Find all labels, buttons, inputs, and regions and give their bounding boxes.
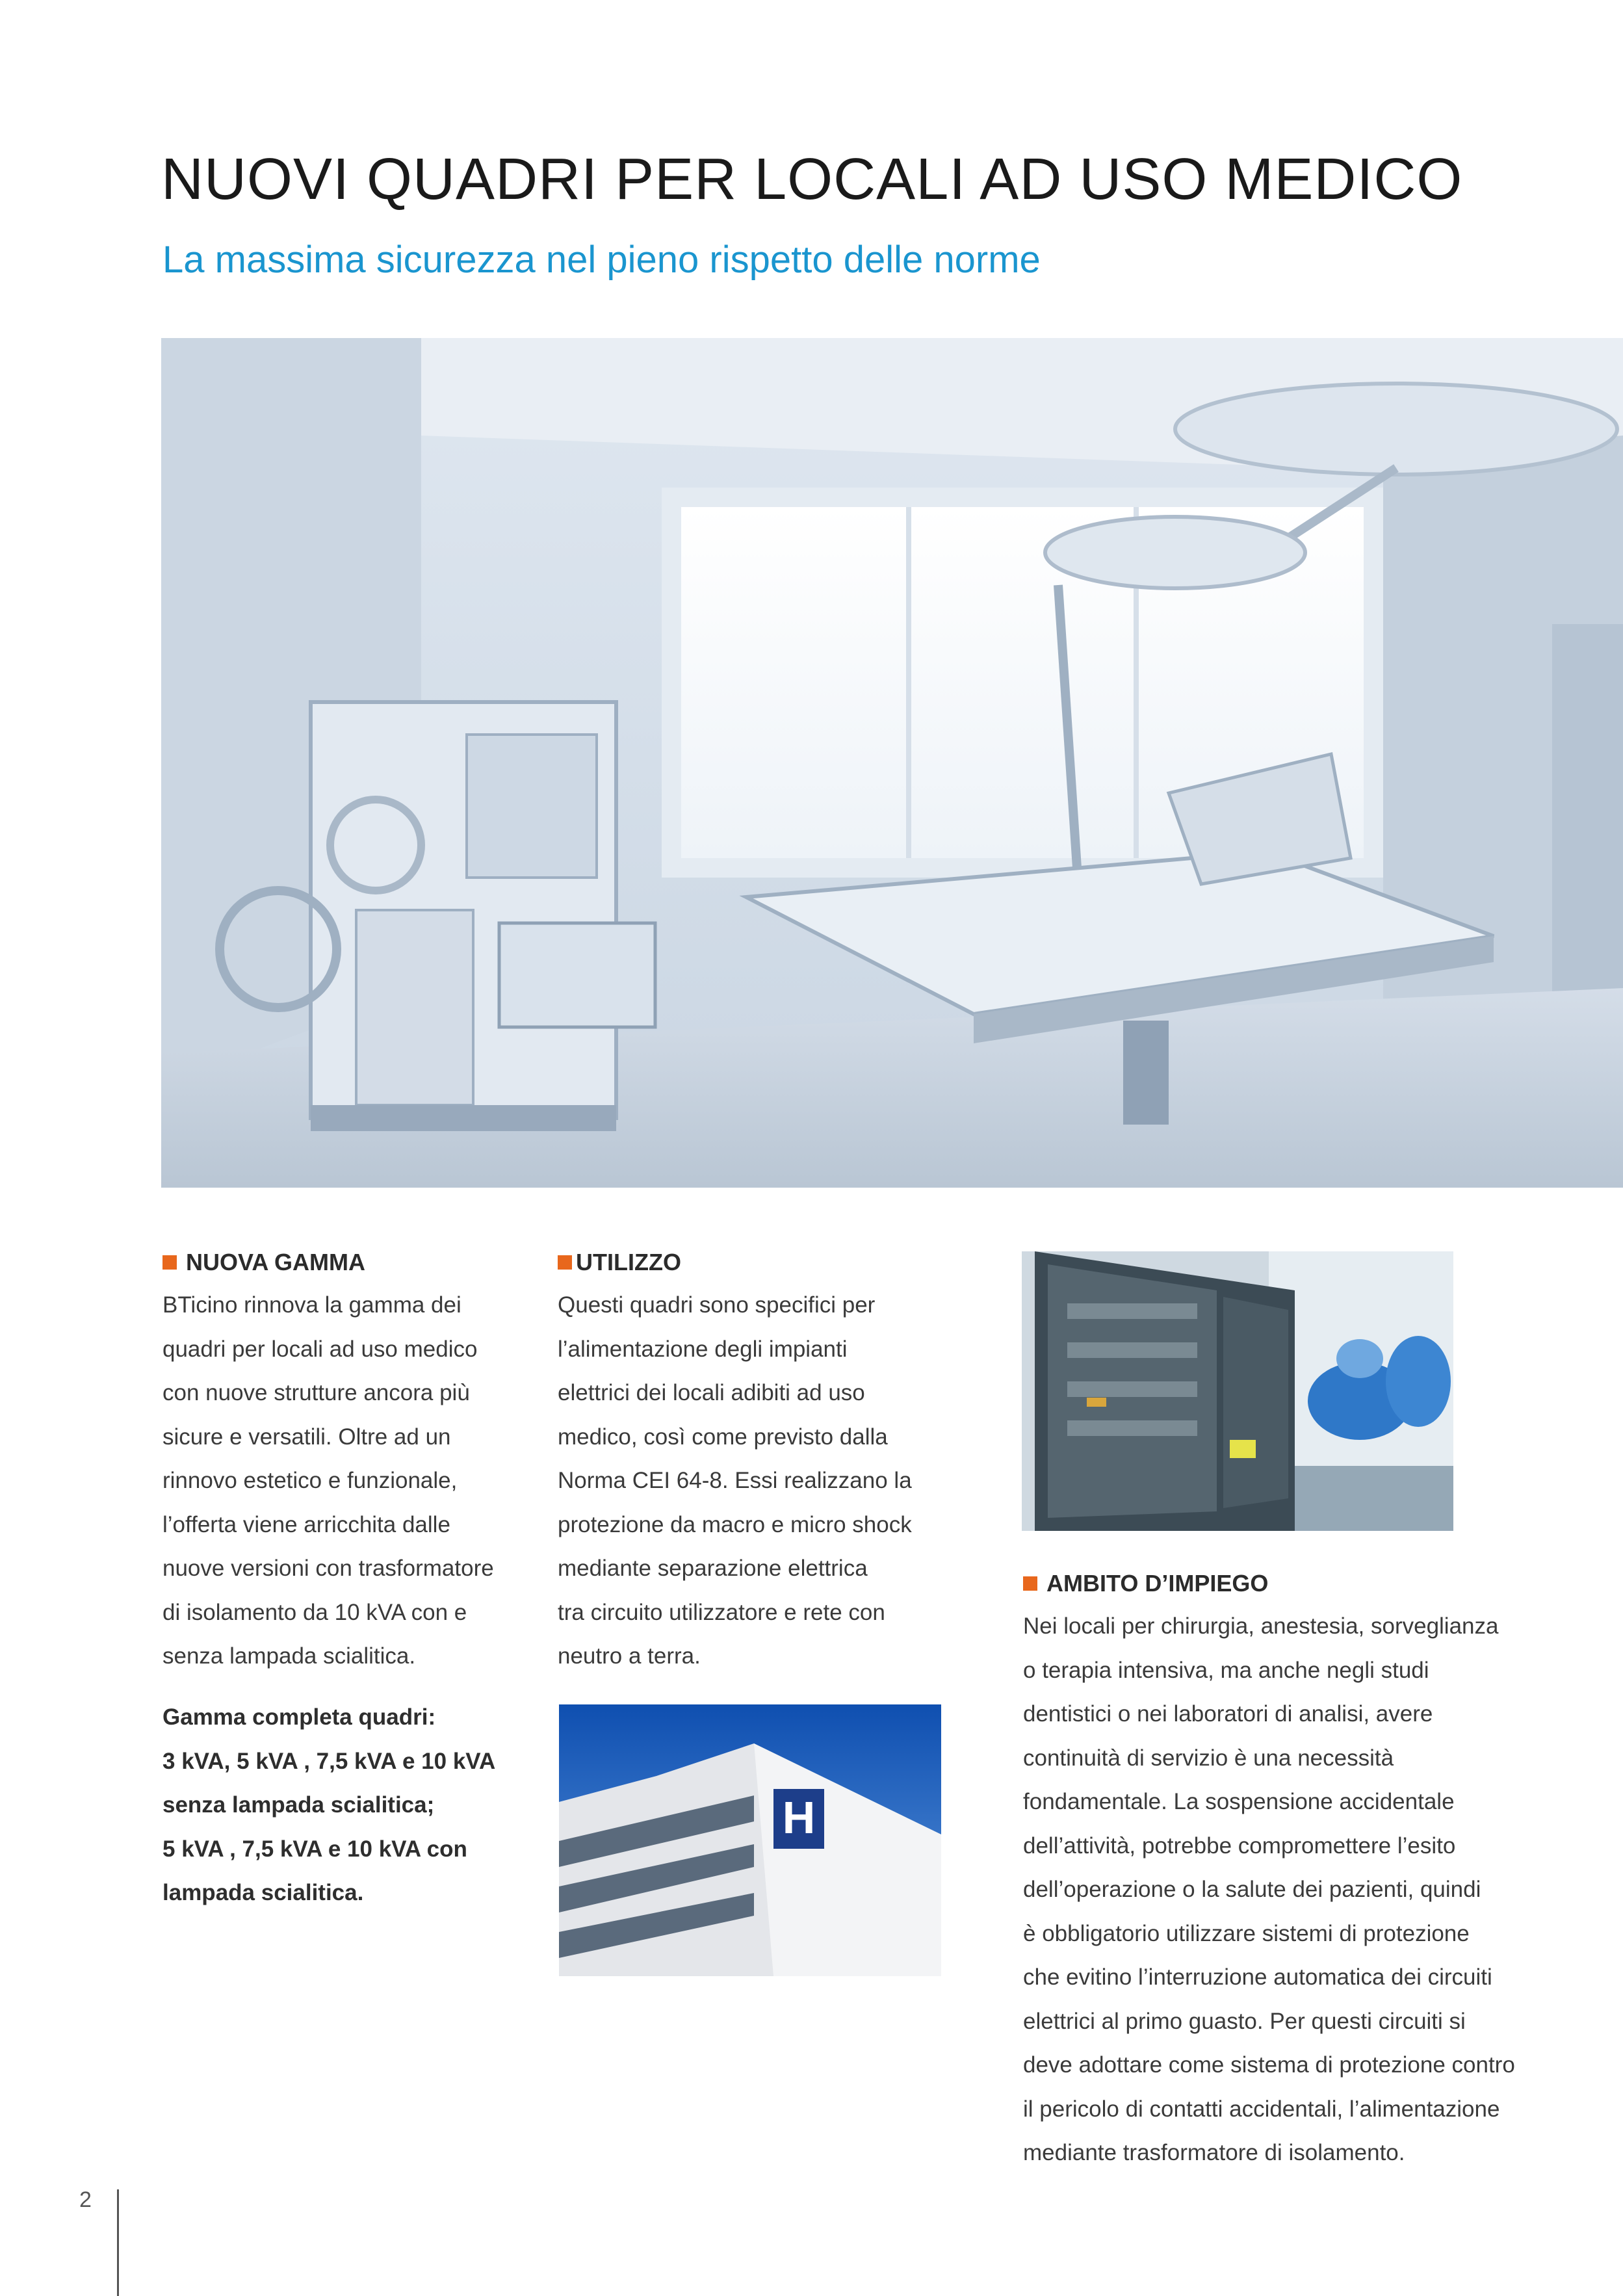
orange-square-bullet-icon xyxy=(558,1255,572,1270)
text-gamma-completa: Gamma completa quadri: 3 kVA, 5 kVA , 7,5 kVA e 10 kVA senza lampada scialitica; 5 kVA , 7,5 kVA e 10 kVA con lampada scialitica. xyxy=(162,1704,496,1905)
page-number-divider xyxy=(117,2189,119,2296)
hospital-sign-letter: H xyxy=(782,1792,816,1843)
hospital-building-photo xyxy=(559,1704,941,1976)
page-number: 2 xyxy=(79,2187,92,2212)
page-title: NUOVI QUADRI PER LOCALI AD USO MEDICO xyxy=(161,147,1463,212)
text-ambito-impiego: Nei locali per chirurgia, anestesia, sorveglianza o terapia intensiva, ma anche negli studi dentistici o nei laboratori di analisi, avere continuità di servizio è una necessità fondamentale. La sospensione accidentale dell’attività, potrebbe compromettere l’esito dell’operazione o la salute dei pazienti, quindi è obbligatorio utilizzare sistemi di protezione che evitino l’interruzione automatica dei circuiti elettrici al primo guasto. Per questi circuiti si deve adottare come sistema di protezione contro il pericolo di contatti accidentali, l’alimentazione mediante trasformatore di isolamento. xyxy=(1023,1613,1515,2165)
hero-operating-room-photo xyxy=(161,338,1623,1188)
heading-ambito-impiego: AMBITO D’IMPIEGO xyxy=(1023,1565,1608,1602)
heading-utilizzo: UTILIZZO xyxy=(558,1244,941,1281)
page-subtitle: La massima sicurezza nel pieno rispetto delle norme xyxy=(162,239,1041,281)
operating-room-monitors-photo xyxy=(1022,1251,1453,1531)
heading-nuova-gamma: NUOVA GAMMA xyxy=(162,1244,526,1281)
text-utilizzo: Questi quadri sono specifici per l’alimentazione degli impianti elettrici dei locali adibiti ad uso medico, così come previsto dalla Norma CEI 64-8. Essi realizzano la protezione da macro e micro shock mediante separazione elettrica tra circuito utilizzatore e rete con neutro a terra. xyxy=(558,1292,912,1669)
orange-square-bullet-icon xyxy=(162,1255,177,1270)
text-nuova-gamma: BTicino rinnova la gamma dei quadri per locali ad uso medico con nuove strutture ancora più sicure e versatili. Oltre ad un rinnovo estetico e funzionale, l’offerta viene arricchita dalle nuove versioni con trasformatore di isolamento da 10 kVA con e senza lampada scialitica. xyxy=(162,1292,494,1669)
orange-square-bullet-icon xyxy=(1023,1576,1037,1591)
